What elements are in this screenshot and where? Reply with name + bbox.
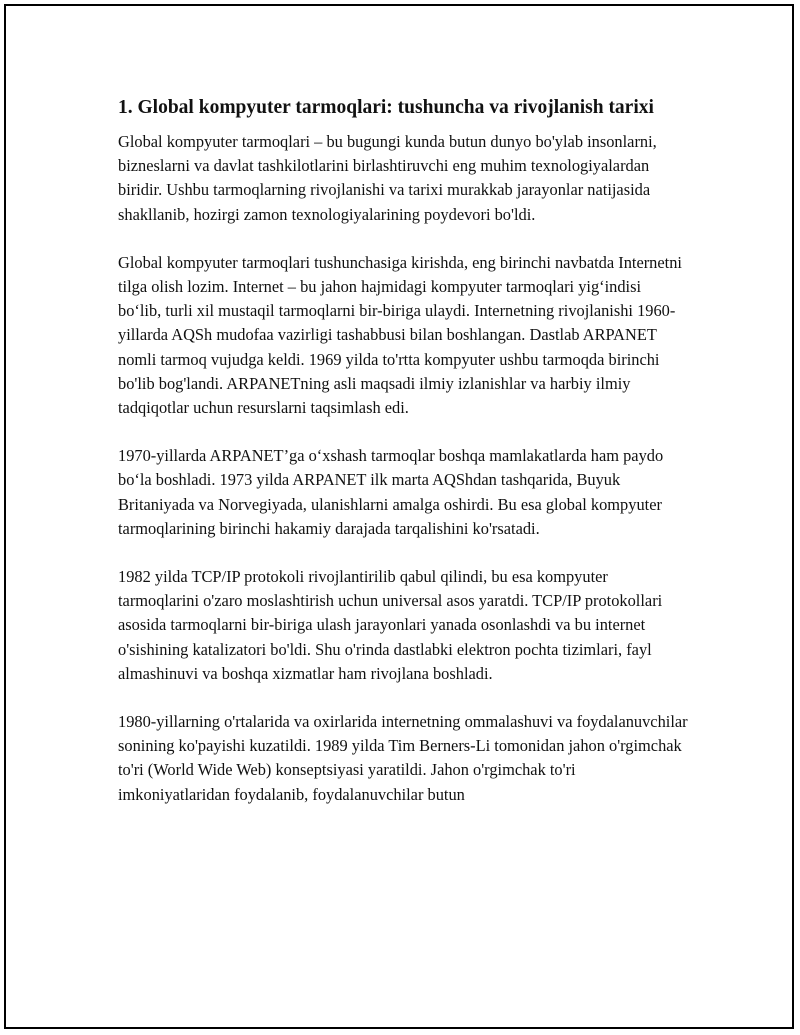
paragraph-1970s: 1970-yillarda ARPANET’ga o‘xshash tarmoqlar boshqa mamlakatlarda ham paydo bo‘la boshladi. 1973 yilda ARPANET ilk marta AQShdan tashqarida, Buyuk Britaniyada va Norvegiyada, ulanishlarni amalga oshirdi. Bu esa global kompyuter tarmoqlarining birinchi hakamiy darajada tarqalishini ko'rsatadi. bbox=[118, 446, 664, 538]
paragraph-www: 1980-yillarning o'rtalarida va oxirlarida internetning ommalashuvi va foydalanuvchilar sonining ko'payishi kuzatildi. 1989 yilda Tim Berners-Li tomonidan jahon o'rgimchak to'ri (World Wide Web) konseptsiyasi yaratildi. Jahon o'rgimchak to'ri imkoniyatlaridan foydalanib, foydalanuvchilar butun bbox=[118, 712, 688, 804]
paragraph-tcp-ip: 1982 yilda TCP/IP protokoli rivojlantirilib qabul qilindi, bu esa kompyuter tarmoqlarini o'zaro moslashtirish uchun universal asos yaratdi. TCP/IP protokollari asosida tarmoqlarni bir-biriga ulash jarayonlari yanada osonlashdi va bu internet o'sishining katalizatori bo'ldi. Shu o'rinda dastlabki elektron pochta tizimlari, fayl almashinuvi va boshqa xizmatlar ham rivojlana boshladi. bbox=[118, 567, 663, 683]
document-body bbox=[118, 90, 688, 831]
paragraph-intro: Global kompyuter tarmoqlari – bu bugungi kunda butun dunyo bo'ylab insonlarni, bizneslarni va davlat tashkilotlarini birlashtiruvchi eng muhim texnologiyalardan biridir. Ushbu tarmoqlarning rivojlanishi va tarixi murakkab jarayonlar natijasida shakllanib, hozirgi zamon texnologiyalarining poydevori bo'ldi. bbox=[118, 132, 657, 224]
paragraph-arpanet: Global kompyuter tarmoqlari tushunchasiga kirishda, eng birinchi navbatda Internetni tilga olish lozim. Internet – bu jahon hajmidagi kompyuter tarmoqlari yig‘indisi bo‘lib, turli xil mustaqil tarmoqlarni bir-biriga ulaydi. Internetning rivojlanishi 1960-yillarda AQSh mudofaa vazirligi tashabbusi bilan boshlangan. Dastlab ARPANET nomli tarmoq vujudga keldi. 1969 yilda to'rtta kompyuter ushbu tarmoqda birinchi bo'lib bog'landi. ARPANETning asli maqsadi ilmiy izlanishlar va harbiy ilmiy tadqiqotlar uchun resurslarni taqsimlash edi. bbox=[118, 252, 682, 418]
section-heading: 1. Global kompyuter tarmoqlari: tushuncha va rivojlanish tarixi bbox=[118, 97, 654, 118]
